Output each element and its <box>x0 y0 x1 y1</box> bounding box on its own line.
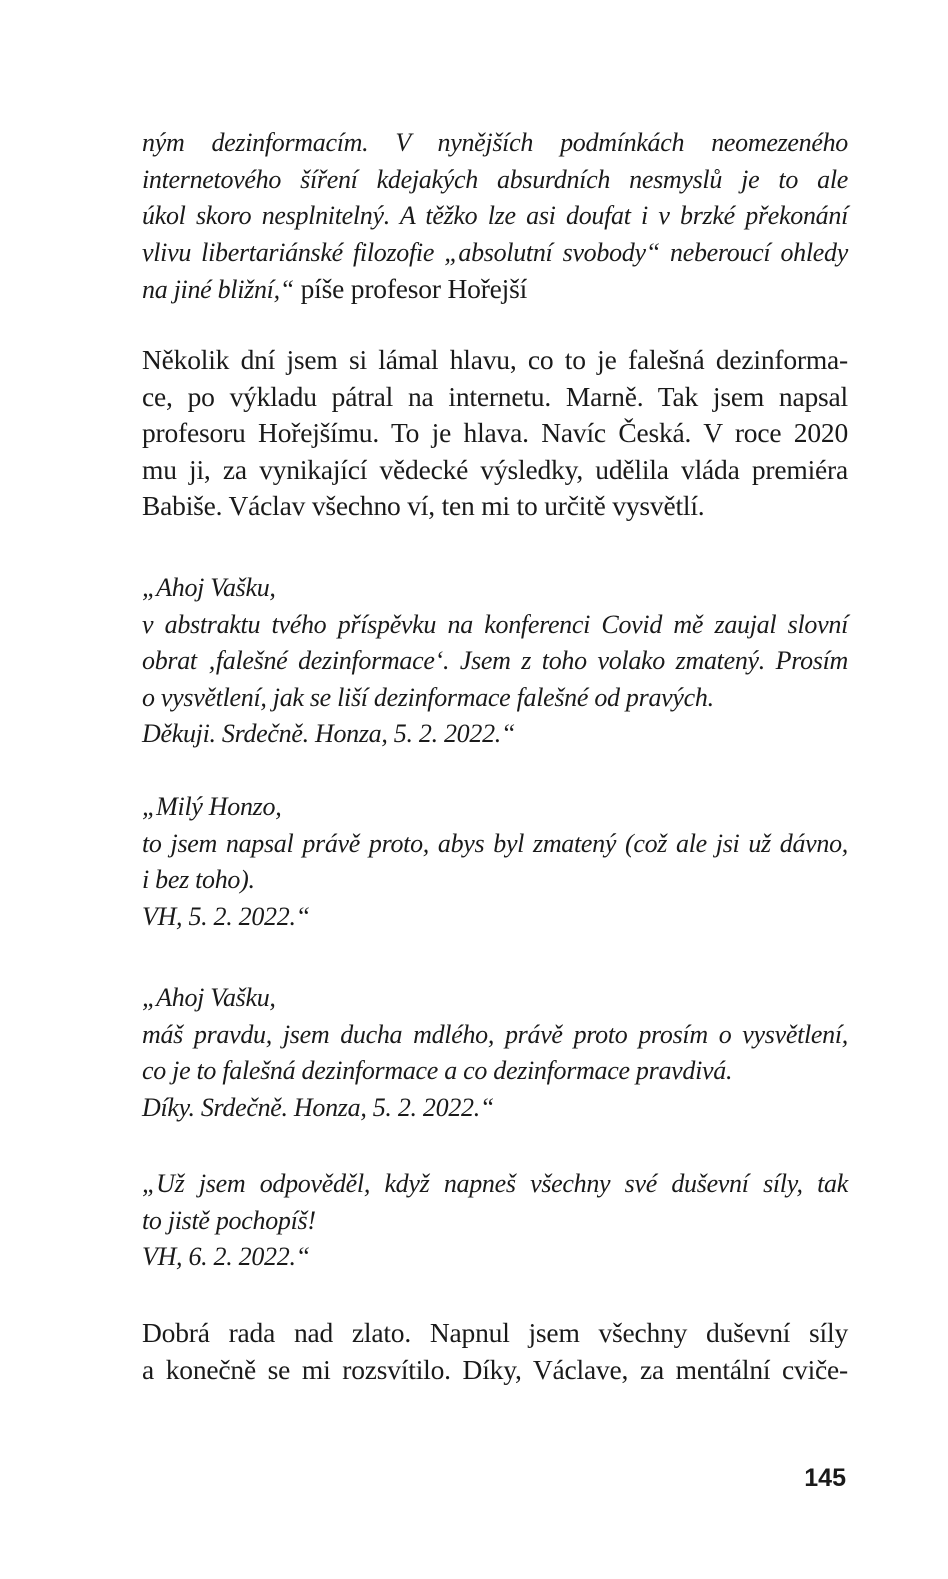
text-line: Děkuji. Srdečně. Honza, 5. 2. 2022.“ <box>142 719 516 748</box>
text-line: a konečně se mi rozsvítilo. Díky, Václave, za mentální cviče- <box>142 1353 848 1385</box>
text-line: „Milý Honzo, <box>142 792 282 821</box>
page-number: 145 <box>804 1464 846 1492</box>
letter-1 <box>142 570 848 753</box>
quote-end-italic: na jiné bližní,“ <box>142 275 294 304</box>
text-line: to jistě pochopíš! <box>142 1205 316 1235</box>
text-line: VH, 6. 2. 2022.“ <box>142 1242 310 1271</box>
text-line: ným dezinformacím. V nynějších podmínkách neomezeného <box>142 128 848 157</box>
attribution-text: píše profesor Hořejší <box>293 273 528 304</box>
text-line: vlivu libertariánské filozofie „absolutní svobody“ neberoucí ohledy <box>142 237 848 267</box>
quote-continuation <box>142 125 848 308</box>
text-line: „Ahoj Vašku, <box>142 983 276 1012</box>
letter-2 <box>142 789 848 935</box>
text-line <box>142 271 848 308</box>
letter-3 <box>142 980 848 1126</box>
paragraph-2 <box>142 1315 848 1388</box>
text-line: i bez toho). <box>142 865 255 894</box>
text-line: „Ahoj Vašku, <box>142 573 276 602</box>
text-line: „Už jsem odpověděl, když napneš všechny své duševní síly, tak <box>142 1169 848 1198</box>
paragraph-1 <box>142 342 848 525</box>
text-line: Díky. Srdečně. Honza, 5. 2. 2022.“ <box>142 1092 495 1122</box>
text-line: to jsem napsal právě proto, abys byl zmatený (což ale jsi už dávno, <box>142 828 848 858</box>
text-line: Babiše. Václav všechno ví, ten mi to určitě vysvětlí. <box>142 490 705 521</box>
text-line: Dobrá rada nad zlato. Napnul jsem všechny duševní síly <box>142 1317 848 1348</box>
text-line: obrat ‚falešné dezinformace‘. Jsem z toho volako zmatený. Prosím <box>142 646 848 675</box>
text-line: profesoru Hořejšímu. To je hlava. Navíc Česká. V roce 2020 <box>142 417 848 448</box>
text-line: máš pravdu, jsem ducha mdlého, právě proto prosím o vysvětlení, <box>142 1019 848 1049</box>
letter-4 <box>142 1166 848 1276</box>
text-line: VH, 5. 2. 2022.“ <box>142 901 310 931</box>
text-line: o vysvětlení, jak se liší dezinformace falešné od pravých. <box>142 682 714 712</box>
text-line: mu ji, za vynikající vědecké výsledky, udělila vláda premiéra <box>142 453 848 485</box>
text-line: v abstraktu tvého příspěvku na konferenci Covid mě zaujal slovní <box>142 609 848 639</box>
text-line: co je to falešná dezinformace a co dezinformace pravdivá. <box>142 1056 733 1085</box>
text-line: ce, po výkladu pátral na internetu. Marně. Tak jsem napsal <box>142 380 848 412</box>
text-line: internetového šíření kdejakých absurdních nesmyslů je to ale <box>142 164 848 194</box>
text-line: úkol skoro nesplnitelný. A těžko lze asi doufat i v brzké překonání <box>142 201 848 230</box>
text-line: Několik dní jsem si lámal hlavu, co to je falešná dezinforma- <box>142 344 848 375</box>
